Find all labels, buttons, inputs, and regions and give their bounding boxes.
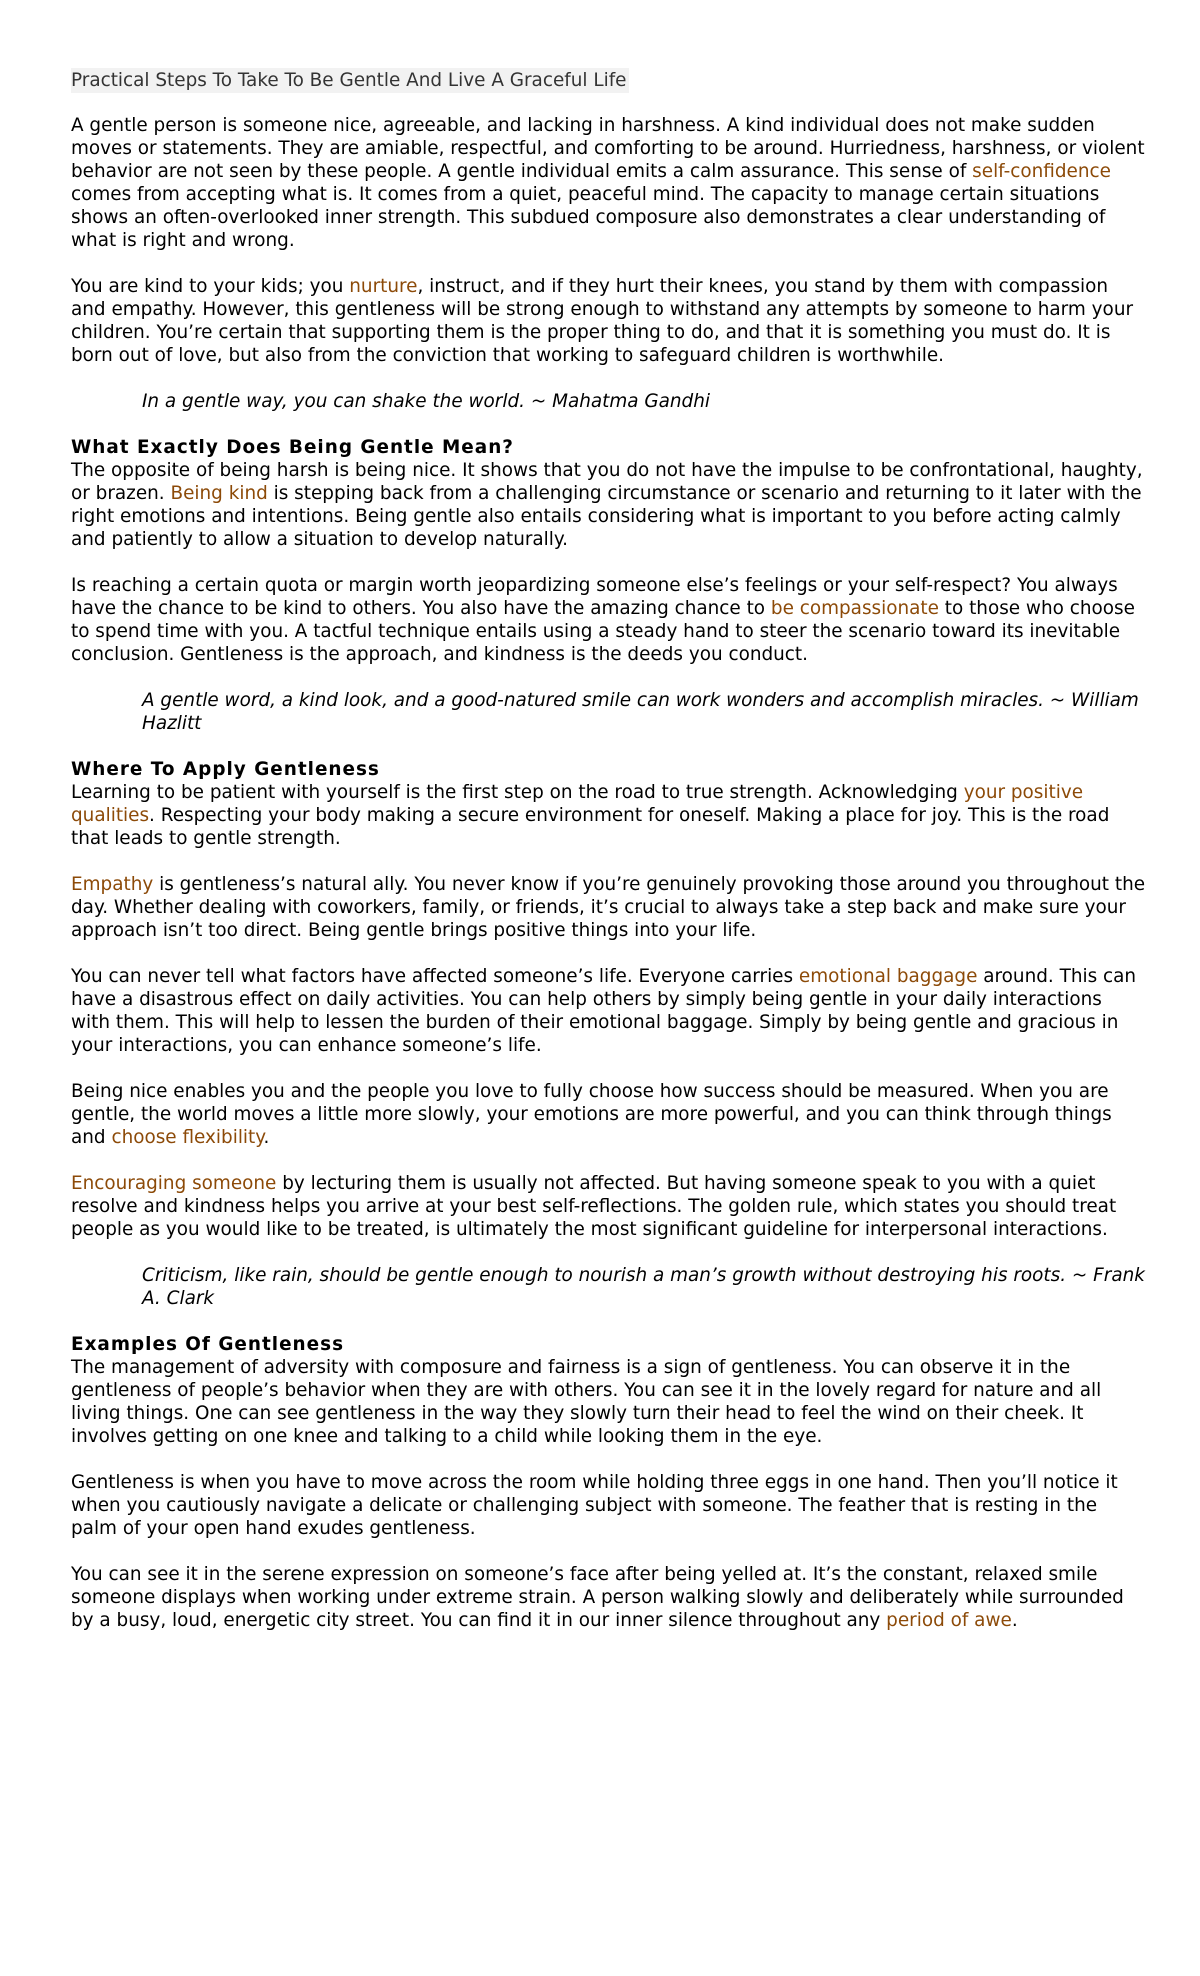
s1-p2-text-a: Is reaching a certain quota or margin worth jeopardizing someone else’s feelings or your self-respect? You always have the chance to be kind to others. You also have the amazing chance to	[71, 575, 1118, 619]
section3-paragraph-1: The management of adversity with composure and fairness is a sign of gentleness. You can observe it in the gentleness of people’s behavior when they are with others. You can see it in the lovely regard for nature and all living things. One can see gentleness in the way they slowly turn their head to feel the wind on their cheek. It involves getting on one knee and talking to a child while looking them in the eye.	[71, 1357, 1102, 1447]
section-heading-gentle-meaning: What Exactly Does Being Gentle Mean?	[71, 437, 514, 458]
clark-quote: Criticism, like rain, should be gentle enough to nourish a man’s growth without destroying his roots. ~ Frank A. Clark	[142, 1265, 1145, 1309]
section2-paragraph-4	[71, 1080, 1146, 1149]
section-heading-where-apply: Where To Apply Gentleness	[71, 759, 380, 780]
page-title: Practical Steps To Take To Be Gentle And Live A Graceful Life	[71, 70, 627, 91]
s2-p2-text-b: is gentleness’s natural ally. You never know if you’re genuinely provoking those around you throughout the day. Whether dealing with coworkers, family, or friends, it’s crucial to always take a step back and make sure your approach isn’t too direct. Being gentle brings positive things into your life.	[71, 874, 1146, 941]
s2-p4-text-a: Being nice enables you and the people you love to fully choose how success should be measured. When you are gentle, the world moves a little more slowly, your emotions are more powerful, and you can think through things and	[71, 1081, 1112, 1148]
being-kind-link[interactable]: Being kind	[170, 483, 268, 504]
section2-paragraph-1	[71, 781, 1146, 850]
section2-paragraph-2	[71, 873, 1146, 942]
gandhi-quote: In a gentle way, you can shake the world. ~ Mahatma Gandhi	[142, 391, 710, 412]
s1-p1-text-b: is stepping back from a challenging circumstance or scenario and returning to it later with the right emotions and intentions. Being gentle also entails considering what is important to you before acting calmly and patiently to allow a situation to develop naturally.	[71, 483, 1142, 550]
s2-p3-text-a: You can never tell what factors have affected someone’s life. Everyone carries	[71, 966, 799, 987]
section1-paragraph-2	[71, 574, 1146, 666]
choose-flexibility-link[interactable]: choose flexibility	[111, 1127, 264, 1148]
article	[71, 68, 1146, 1655]
nurture-link[interactable]: nurture	[349, 276, 418, 297]
s1-p1-text-a: The opposite of being harsh is being nice. It shows that you do not have the impulse to be confrontational, haughty, or brazen.	[71, 460, 1143, 504]
hazlitt-quote: A gentle word, a kind look, and a good-natured smile can work wonders and accomplish miracles. ~ William Hazlitt	[142, 690, 1139, 734]
s3-p3-text-b: .	[1011, 1610, 1018, 1631]
encouraging-someone-link[interactable]: Encouraging someone	[71, 1173, 277, 1194]
intro-p1-text-a: A gentle person is someone nice, agreeable, and lacking in harshness. A kind individual does not make sudden moves or statements. They are amiable, respectful, and comforting to be around. Hurriedness, harshness, or violent behavior are not seen by these people. A gentle individual emits a calm assurance. This sense of	[71, 115, 1145, 182]
intro-paragraph-2	[71, 275, 1146, 367]
s2-p3-text-b: around. This can have a disastrous effect on daily activities. You can help others by simply being gentle in your daily interactions with them. This will help to lessen the burden of their emotional baggage. Simply by being gentle and gracious in your interactions, you can enhance someone’s life.	[71, 966, 1137, 1056]
section2-paragraph-5	[71, 1172, 1146, 1241]
section3-paragraph-2: Gentleness is when you have to move across the room while holding three eggs in one hand. Then you’ll notice it when you cautiously navigate a delicate or challenging subject with someone. The feather that is resting in the palm of your open hand exudes gentleness.	[71, 1472, 1118, 1539]
s1-p2-text-b: to those who choose to spend time with you. A tactful technique entails using a steady hand to steer the scenario toward its inevitable conclusion. Gentleness is the approach, and kindness is the deeds you conduct.	[71, 598, 1135, 665]
self-confidence-link[interactable]: self-confidence	[972, 161, 1111, 182]
s2-p4-text-b: .	[263, 1127, 270, 1148]
period-of-awe-link[interactable]: period of awe	[886, 1610, 1012, 1631]
section3-paragraph-3	[71, 1563, 1146, 1632]
section2-paragraph-3	[71, 965, 1146, 1057]
s3-p3-text-a: You can see it in the serene expression on someone’s face after being yelled at. It’s the constant, relaxed smile someone displays when working under extreme strain. A person walking slowly and deliberately while surrounded by a busy, loud, energetic city street. You can find it in our inner silence throughout any	[71, 1564, 1124, 1631]
be-compassionate-link[interactable]: be compassionate	[770, 598, 939, 619]
positive-qualities-link[interactable]: your positive qualities	[71, 782, 1084, 826]
intro-p1-text-b: comes from accepting what is. It comes from a quiet, peaceful mind. The capacity to manage certain situations shows an often-overlooked inner strength. This subdued composure also demonstrates a clear understanding of what is right and wrong.	[71, 184, 1106, 251]
empathy-link[interactable]: Empathy	[71, 874, 154, 895]
intro-p2-text-b: , instruct, and if they hurt their knees, you stand by them with compassion and empathy. However, this gentleness will be strong enough to withstand any attempts by someone to harm your children. You’re certain that supporting them is the proper thing to do, and that it is something you must do. It is born out of love, but also from the conviction that working to safeguard children is worthwhile.	[71, 276, 1134, 366]
s2-p5-text-b: by lecturing them is usually not affected. But having someone speak to you with a quiet resolve and kindness helps you arrive at your best self-reflections. The golden rule, which states you should treat people as you would like to be treated, is ultimately the most significant guideline for interpersonal interactions.	[71, 1173, 1117, 1240]
section1-paragraph-1	[71, 459, 1146, 551]
section-heading-examples: Examples Of Gentleness	[71, 1334, 345, 1355]
emotional-baggage-link[interactable]: emotional baggage	[798, 966, 978, 987]
s2-p1-text-a: Learning to be patient with yourself is the first step on the road to true strength. Acknowledging	[71, 782, 964, 803]
intro-paragraph-1	[71, 114, 1146, 252]
intro-p2-text-a: You are kind to your kids; you	[71, 276, 350, 297]
s2-p1-text-b: . Respecting your body making a secure environment for oneself. Making a place for joy. This is the road that leads to gentle strength.	[71, 805, 1110, 849]
